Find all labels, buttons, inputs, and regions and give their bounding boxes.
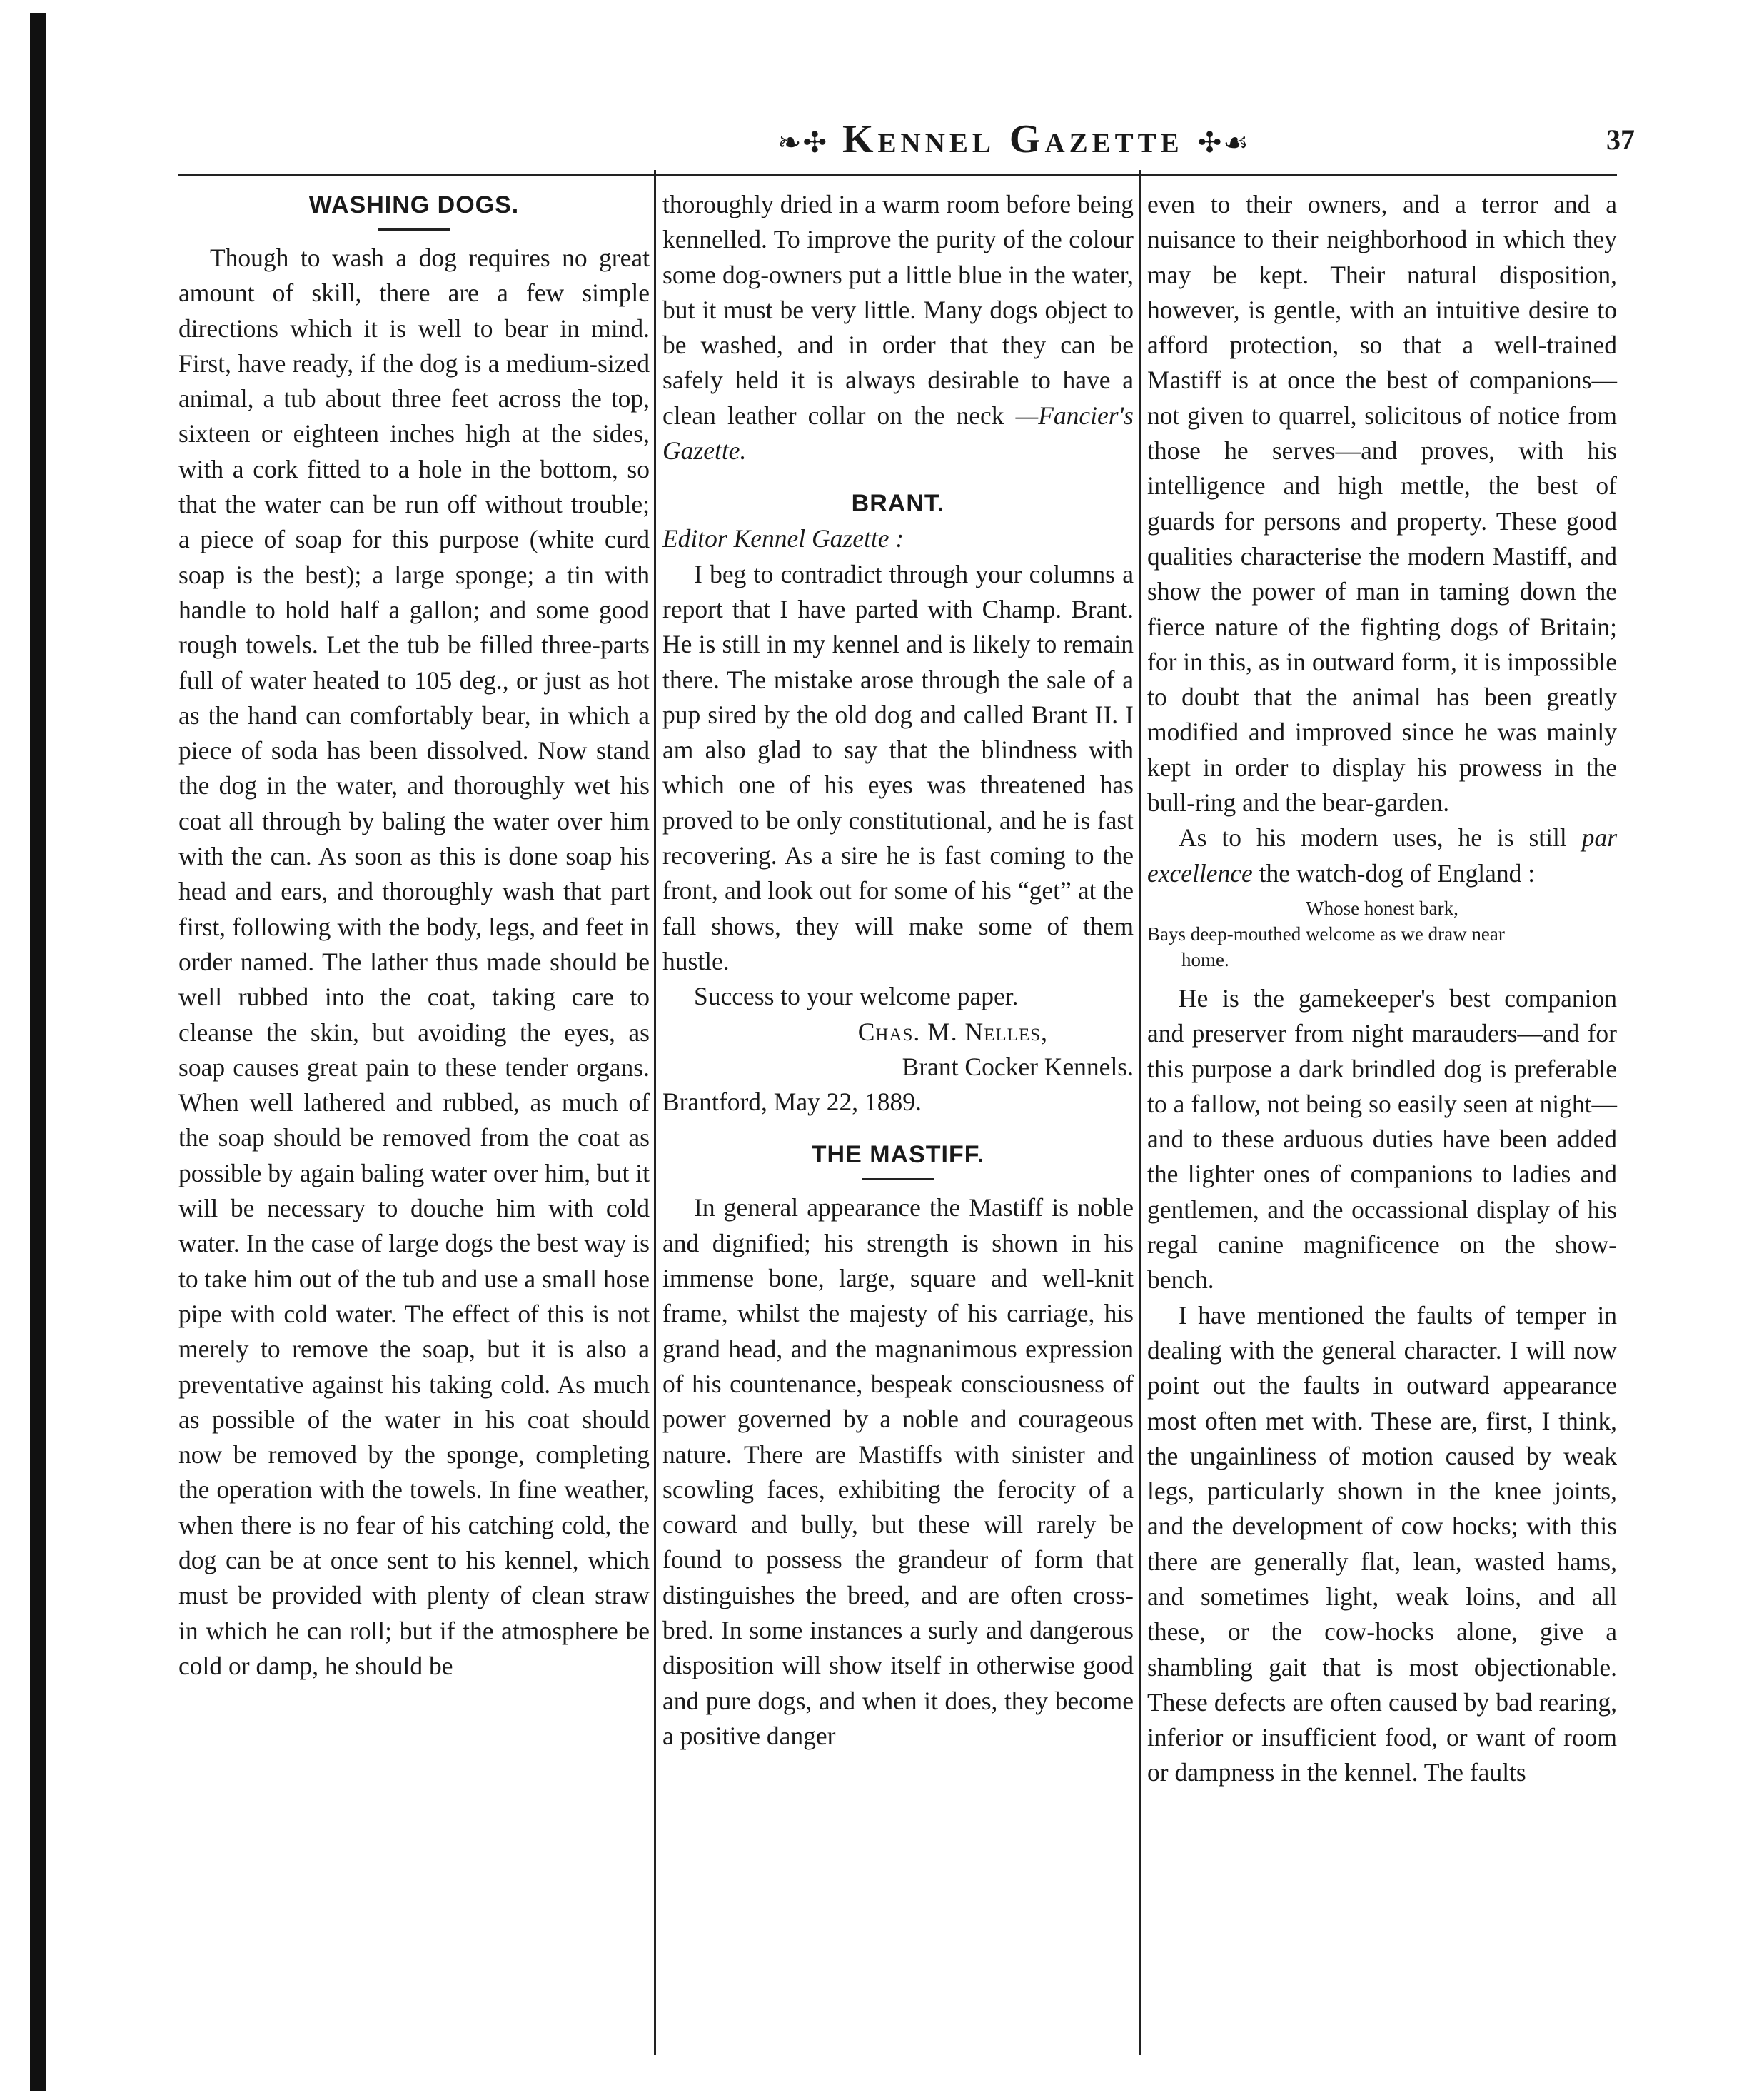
verse-line: home. — [1181, 948, 1229, 970]
mastiff-para-2 — [1147, 820, 1617, 891]
header-rule — [178, 174, 1617, 176]
masthead-title: Kennel Gazette — [842, 117, 1184, 161]
mastiff-para-2-italic: par excellence — [1147, 823, 1618, 888]
brant-heading: BRANT. — [851, 490, 945, 518]
page-header — [178, 107, 1635, 179]
brant-kennel: Brant Cocker Kennels. — [902, 1052, 1134, 1081]
mastiff-heading: THE MASTIFF. — [811, 1141, 985, 1169]
verse-quote — [1147, 895, 1617, 973]
verse-line: Whose honest bark, — [1306, 897, 1458, 919]
brant-closing: Success to your welcome paper. — [694, 982, 1019, 1011]
heading-rule — [862, 1178, 934, 1180]
mastiff-body: In general appearance the Mastiff is noble and dignified; his strength is shown in his immense bone, large, square and well-knit frame, whilst the majesty of his carriage, his grand head, and the magnanimous expression of his countenance, bespeak consciousness of power governed by a noble and courageous nature. There are Mastiffs with sinister and scowling faces, exhibiting the ferocity of a coward and bully, but these will rarely be found to possess the grandeur of form that distinguishes the breed, and are often cross-bred. In some instances a surly and dangerous disposition will show itself in otherwise good and pure dogs, and when it does, they become a positive danger — [662, 1193, 1134, 1750]
mastiff-body-continued: even to their owners, and a terror and a nuisance to their neighborhood in which they may be kept. Their natural disposition, however, is gentle, with an intuitive desire to afford protection, so that a well-trained Mastiff is at once the best of companions—not given to quarrel, solicitous of notice from those he serves—and proves, with his intelligence and high mettle, the best of guards for persons and property. These good qualities characterise the modern Mastiff, and show the power of man in taming down the fierce nature of the fighting dogs of Britain; for in this, as in outward form, it is impossible to doubt that the animal has been greatly modified and improved since he was mainly kept in order to display his prowess in the bull-ring and the bear-garden. — [1147, 190, 1617, 818]
washing-body-continued: thoroughly dried in a warm room before being kennelled. To improve the purity of the colour some dog-owners put a little blue in the water, but it must be very little. Many dogs object to be washed, and in order that they can be safely held it is always desirable to have a clean leather collar on the neck —Fancier's Gazette. — [662, 190, 1134, 466]
mastiff-para-2-text-end: the watch-dog of England : — [1259, 858, 1536, 888]
washing-heading: WASHING DOGS. — [308, 191, 520, 218]
column-1 — [178, 187, 650, 2057]
binding-edge — [30, 13, 46, 2091]
washing-source: —Fancier's Gazette. — [662, 401, 1134, 466]
column-divider — [1139, 170, 1141, 2055]
mastiff-para-4: I have mentioned the faults of temper in dealing with the general character. I will now point out the faults in outward appearance most often met with. These are, first, I think, the ungainliness of motion caused by weak legs, particularly shown in the knee joints, and the development of cow hocks; with this there are generally flat, lean, wasted hams, and sometimes light, weak loins, and all these, or the cow-hocks alone, give a shambling gait that is most objectionable. These defects are often caused by bad rearing, inferior or insufficient food, or want of room or dampness in the kennel. The faults — [1147, 1300, 1617, 1787]
column-2 — [662, 187, 1134, 2057]
masthead — [692, 107, 1335, 171]
verse-line: Bays deep-mouthed welcome as we draw near — [1147, 923, 1505, 945]
brant-signature-block — [662, 1015, 1134, 1085]
mastiff-para-3: He is the gamekeeper's best companion and preserver from night marauders—and for this purpose a dark brindled dog is preferable to a fallow, not being so easily seen at night—and to these arduous duties have been added the lighter ones of companions to ladies and gentlemen, and the occassional display of his regal canine magnificence on the show-bench. — [1147, 983, 1617, 1295]
column-divider — [654, 170, 656, 2055]
mastiff-para-2-text: As to his modern uses, he is still — [1179, 823, 1567, 853]
washing-body: Though to wash a dog requires no great amount of skill, there are a few simple directions which it is well to bear in mind. First, have ready, if the dog is a medium-sized animal, a tub about three feet across the top, sixteen or eighteen inches high at the sides, with a cork fitted to a hole in the bottom, so that the water can be run off without trouble; a piece of soap for this purpose (white curd soap is the best); a large sponge; a tin with handle to hold half a gallon; and some good rough towels. Let the tub be filled three-parts full of water heated to 105 deg., or just as hot as the hand can comfortably bear, in which a piece of soda has been dissolved. Now stand the dog in the water, and thoroughly wet his coat all through by baling the water over him with the can. As soon as this is done soap his head and ears, and thoroughly wash that part first, following with the body, legs, and feet in order named. The lather thus made should be well rubbed into the coat, taking care to cleanse the skin, but avoiding the eyes, as soap causes great pain to these tender organs. When well lathered and rubbed, as much of the soap should be removed from the coat as possible by again baling water over him, but it will be necessary to douche him with cold water. In the case of large dogs the best way is to take him out of the tub and use a small hose pipe with cold water. The effect of this is not merely to remove the soap, but it is also a preventative against his taking cold. As much as possible of the water in his coat should now be removed by the sponge, completing the operation with the towels. In fine weather, when there is no fear of his catching cold, the dog can be at once sent to his kennel, which must be provided with plenty of clean straw in which he can roll; but if the atmosphere be cold or damp, he should be — [178, 243, 650, 1680]
ornament-left-icon: ❧✣ — [777, 126, 828, 159]
heading-rule — [378, 228, 450, 231]
brant-signature: Chas. M. Nelles, — [857, 1017, 1048, 1046]
brant-salutation: Editor Kennel Gazette : — [662, 524, 904, 553]
column-3 — [1147, 187, 1617, 2057]
brant-body: I beg to contradict through your columns a report that I have parted with Champ. Brant. He is still in my kennel and is likely to remain there. The mistake arose through the sale of a pup sired by the old dog and called Brant II. I am also glad to say that the blindness with which one of his eyes was threatened has proved to be only constitutional, and he is fast recovering. As a sire he is fast coming to the front, and look out for some of his “get” at the fall shows, they will make some of them hustle. — [662, 559, 1134, 975]
ornament-right-icon: ✣☙ — [1197, 126, 1251, 159]
page-number: 37 — [1606, 124, 1635, 156]
brant-dateline: Brantford, May 22, 1889. — [662, 1087, 922, 1117]
